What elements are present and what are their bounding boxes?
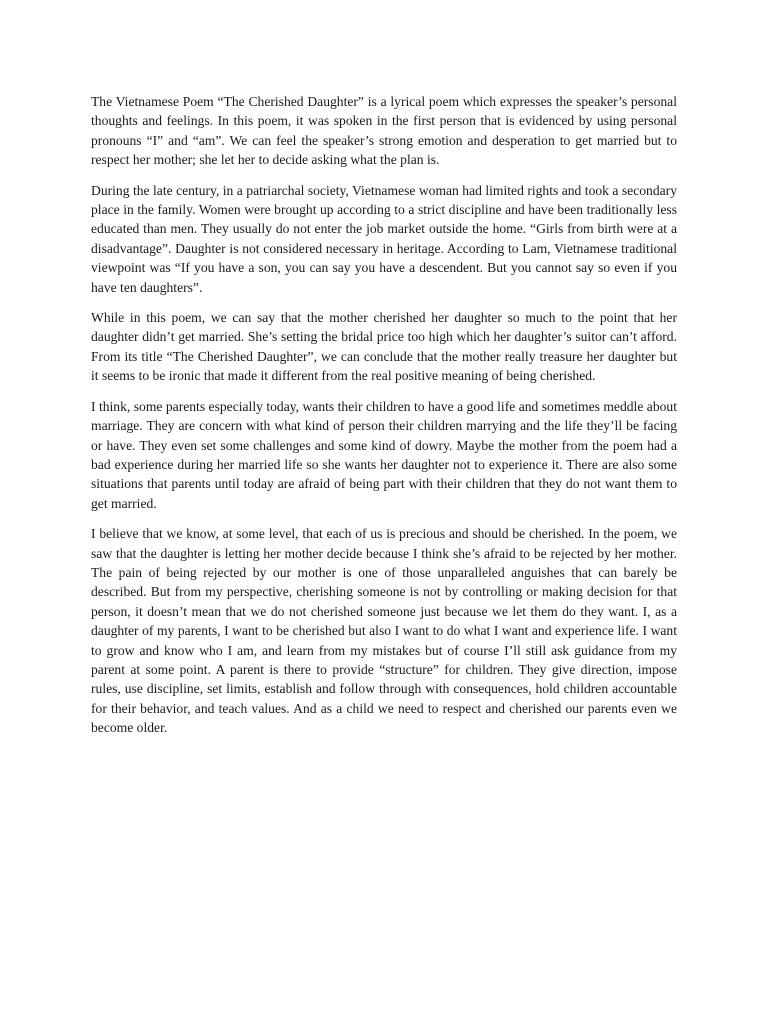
paragraph-2: During the late century, in a patriarchal society, Vietnamese woman had limited rights and took a secondary place in the family. Women were brought up according to a strict discipline and have been traditionally less educated than men. They usually do not enter the job market outside the home. “Girls from birth were at a disadvantage”. Daughter is not considered necessary in heritage. According to Lam, Vietnamese traditional viewpoint was “If you have a son, you can say you have a descendent. But you cannot say so even if you have ten daughters”.	[91, 182, 677, 295]
paragraph-5: I believe that we know, at some level, that each of us is precious and should be cherished. In the poem, we saw that the daughter is letting her mother decide because I think she’s afraid to be rejected by her mother. The pain of being rejected by our mother is one of those unparalleled anguishes that can barely be described. But from my perspective, cherishing someone is not by controlling or making decision for that person, it doesn’t mean that we do not cherished someone just because we let them do they want. I, as a daughter of my parents, I want to be cherished but also I want to do what I want and experience life. I want to grow and know who I am, and learn from my mistakes but of course I’ll still ask guidance from my parent at some point. A parent is there to provide “structure” for children. They give direction, impose rules, use discipline, set limits, establish and follow through with consequences, hold children accountable for their behavior, and teach values. And as a child we need to respect and cherished our parents even we become older.	[91, 526, 677, 736]
paragraph-4: I think, some parents especially today, wants their children to have a good life and sometimes meddle about marriage. They are concern with what kind of person their children marrying and the life they’ll be facing or have. They even set some challenges and some kind of dowry. Maybe the mother from the poem had a bad experience during her married life so she wants her daughter not to experience it. There are also some situations that parents until today are afraid of being part with their children that they do not want them to get married.	[91, 398, 677, 511]
paragraph-3: While in this poem, we can say that the mother cherished her daughter so much to the point that her daughter didn’t get married. She’s setting the bridal price too high which her daughter’s suitor can’t afford. From its title “The Cherished Daughter”, we can conclude that the mother really treasure her daughter but it seems to be ironic that made it different from the real positive meaning of being cherished.	[91, 310, 677, 384]
document-body	[91, 92, 677, 749]
paragraph-1: The Vietnamese Poem “The Cherished Daughter” is a lyrical poem which expresses the speaker’s personal thoughts and feelings. In this poem, it was spoken in the first person that is evidenced by using personal pronouns “I” and “am”. We can feel the speaker’s strong emotion and desperation to get married but to respect her mother; she let her to decide asking what the plan is.	[91, 94, 677, 168]
